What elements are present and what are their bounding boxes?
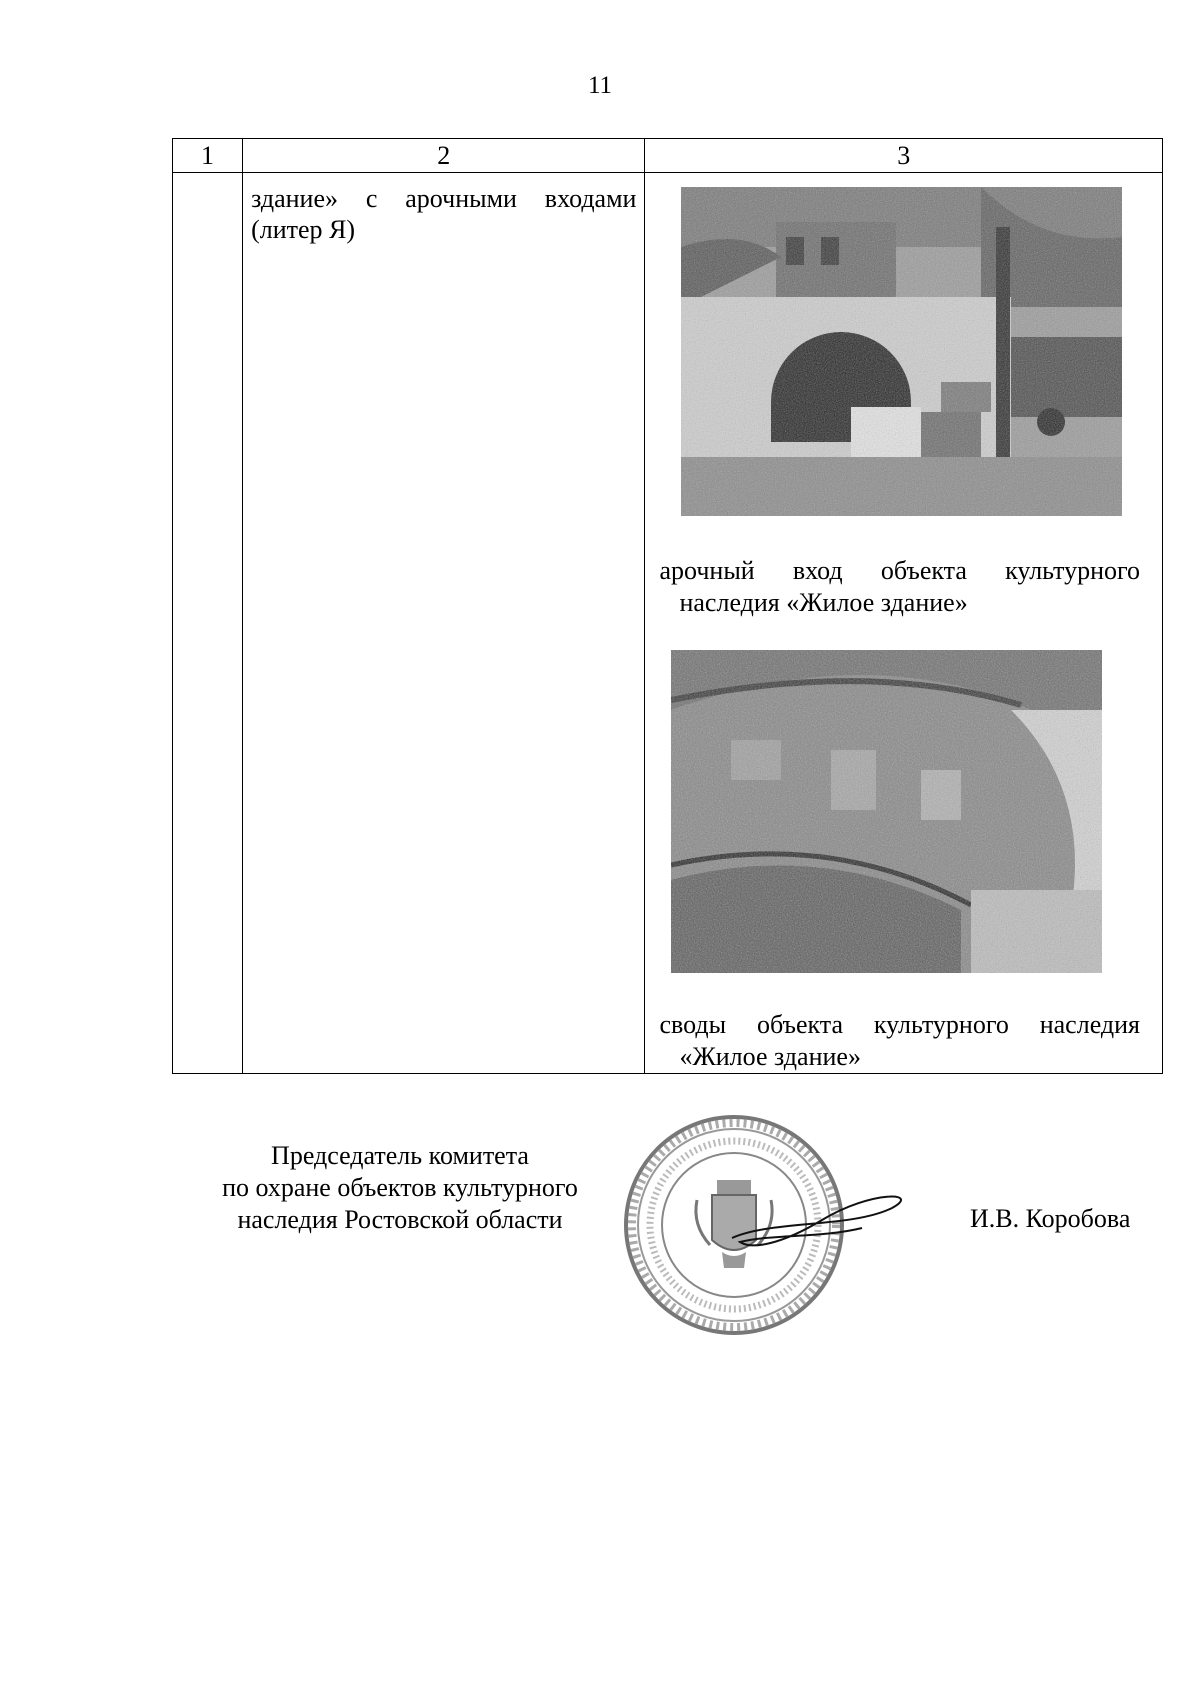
signer-name: И.В. Коробова [970,1204,1131,1233]
caption-2-line-2: «Жилое здание» [679,1042,861,1071]
signer-position-line-3: наследия Ростовской области [237,1205,563,1234]
header-col-2: 2 [243,139,645,173]
caption-1-line-2: наследия «Жилое здание» [679,588,968,617]
caption-2-line-1: своды объекта культурного наследия [659,1010,1140,1039]
table-row [173,173,1163,1074]
vaults-photo [671,650,1102,973]
arched-entrance-photo [681,187,1122,516]
header-col-1: 1 [173,139,243,173]
object-description-cell [243,173,645,1074]
photo-caption-2 [659,1009,1140,1073]
official-seal-icon [622,1110,852,1340]
table-header-row [173,139,1163,173]
caption-1-line-1: арочный вход объекта культурного [659,556,1140,585]
signer-position-line-1: Председатель комитета [271,1141,529,1170]
header-col-3: 3 [645,139,1163,173]
signature-block [0,1140,1200,1340]
signer-position-line-2: по охране объектов культурного [222,1173,578,1202]
row-number-cell [173,173,243,1074]
page-number: 11 [587,72,613,99]
description-line-2: (литер Я) [251,215,356,244]
description-line-1: здание» с арочными входами [251,184,637,213]
objects-table [172,138,1163,1074]
photos-cell [645,173,1163,1074]
signer-position [200,1140,600,1236]
photo-caption-1 [659,555,1140,619]
